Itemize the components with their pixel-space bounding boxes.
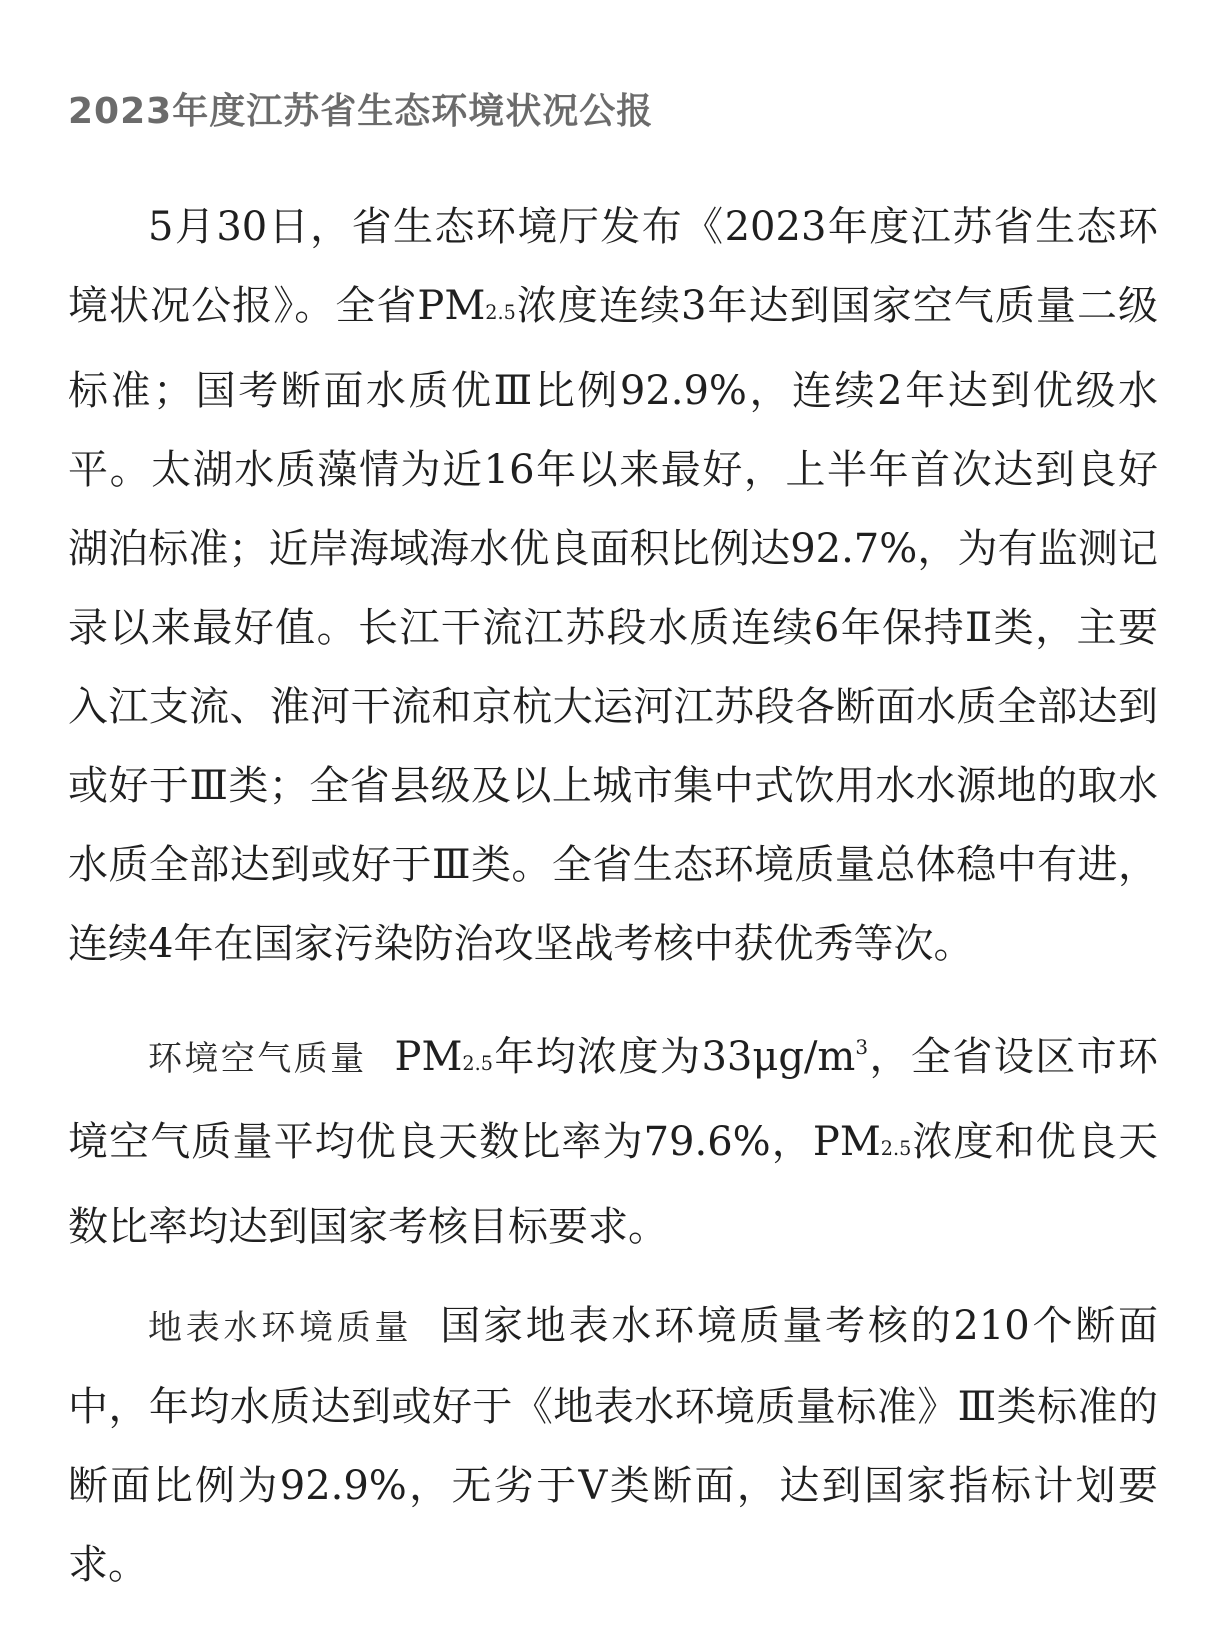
air-text-3: 浓度和优良天数比率均达到国家考核目标要求。 xyxy=(68,1119,1159,1250)
air-quality-paragraph xyxy=(68,1008,1158,1267)
pm-subscript: 2.5 xyxy=(880,1137,912,1160)
pm-subscript: 2.5 xyxy=(462,1052,493,1075)
surface-water-paragraph xyxy=(68,1287,1158,1605)
surface-water-heading: 地表水环境质量 xyxy=(148,1308,413,1348)
pm-label: PM xyxy=(394,1034,463,1080)
air-text-1: 年均浓度为33μg/m xyxy=(492,1034,856,1080)
page-title: 2023年度江苏省生态环境状况公报 xyxy=(68,91,654,132)
intro-paragraph xyxy=(68,188,1158,984)
intro-text-1: 5月30日，省生态环境厅发布《2023年度江苏省生态环境状况公报》。全省 xyxy=(68,204,1158,329)
unit-superscript: 3 xyxy=(855,1035,869,1059)
air-quality-heading: 环境空气质量 xyxy=(148,1039,367,1079)
air-text-2: ，全省设区市环境空气质量平均优良天数比率为79.6%， xyxy=(68,1034,1159,1165)
intro-text-2: 浓度连续3年达到国家空气质量二级标准；国考断面水质优Ⅲ比例92.9%，连续2年达到优级水平。太湖水质藻情为近16年以来最好，上半年首次达到良好湖泊标准；近岸海域海水优良面积比例达92.7%，为有监测记录以来最好值。长江干流江苏段水质连续6年保持Ⅱ类，主要入江支流、淮河干流和京杭大运河江苏段各断面水质全部达到或好于Ⅲ类；全省县级及以上城市集中式饮用水水源地的取水水质全部达到或好于Ⅲ类。全省生态环境质量总体稳中有进，连续4年在国家污染防治攻坚战考核中获优秀等次。 xyxy=(68,283,1159,967)
surface-water-text: 国家地表水环境质量考核的210个断面中，年均水质达到或好于《地表水环境质量标准》Ⅲ类标准的断面比例为92.9%，无劣于Ⅴ类断面，达到国家指标计划要求。 xyxy=(68,1303,1158,1588)
pm-label: PM xyxy=(812,1119,881,1165)
pm-label: PM xyxy=(417,283,486,329)
pm-subscript: 2.5 xyxy=(485,301,516,324)
